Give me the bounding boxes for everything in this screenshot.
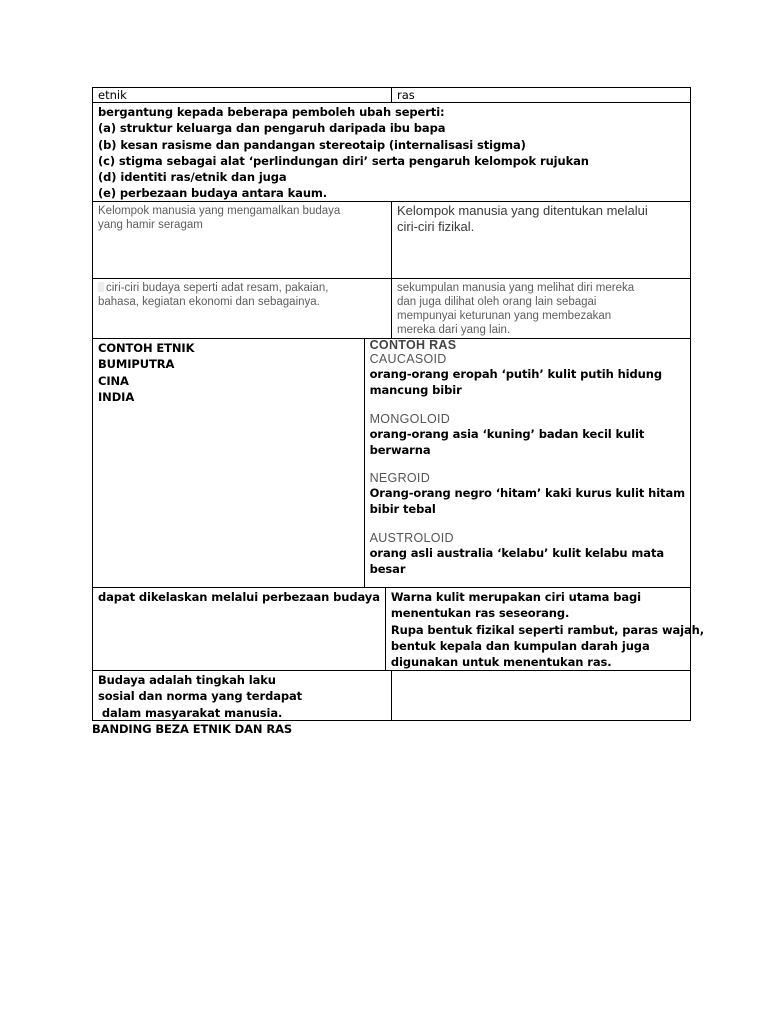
examples-etnik-title: CONTOH ETNIK xyxy=(98,341,195,355)
factors-cell xyxy=(93,103,690,201)
factor-item: (d) identiti ras/etnik dan juga xyxy=(98,170,287,185)
culture-row xyxy=(92,671,691,721)
classification-ras-line: Rupa bentuk fizikal seperti rambut, paras wajah, xyxy=(390,622,704,637)
race-desc: mancung bibir xyxy=(369,383,462,398)
spacer xyxy=(370,458,685,471)
factor-item: (b) kesan rasisme dan pandangan stereotaip (internalisasi stigma) xyxy=(98,137,526,152)
examples-ras xyxy=(365,339,690,587)
culture-etnik-line: Budaya adalah tingkah laku xyxy=(98,673,276,687)
factor-item: (a) struktur keluarga dan pengaruh daripada ibu bapa xyxy=(98,121,446,136)
examples-ras-title: CONTOH RAS xyxy=(369,338,457,352)
race-name: NEGROID xyxy=(369,471,431,486)
factors-intro: bergantung kepada beberapa pemboleh ubah seperti: xyxy=(98,105,445,119)
definition-ras-line: Kelompok manusia yang ditentukan melalui xyxy=(397,203,648,218)
race-desc: Orang-orang negro ‘hitam’ kaki kurus kulit hitam xyxy=(369,486,685,501)
classification-row xyxy=(92,588,704,671)
classification-ras-line: Warna kulit merupakan ciri utama bagi xyxy=(390,590,642,604)
definition-etnik-line: Kelompok manusia yang mengamalkan budaya xyxy=(98,205,341,217)
race-name: AUSTROLOID xyxy=(369,530,454,545)
race-desc: orang asli australia ‘kelabu’ kulit kelabu mata xyxy=(369,545,664,560)
factor-item: (e) perbezaan budaya antara kaum. xyxy=(98,186,328,201)
definition-ras xyxy=(392,202,690,278)
race-desc: berwarna xyxy=(369,442,431,457)
classification-etnik xyxy=(93,588,386,670)
traits-ras-line: sekumpulan manusia yang melihat diri mereka xyxy=(397,282,635,294)
classification-ras-line: digunakan untuk menentukan ras. xyxy=(390,655,612,670)
traits-ras-line: dan juga dilihat oleh orang lain sebagai xyxy=(397,296,597,308)
etnik-example-item: BUMIPUTRA xyxy=(98,357,175,372)
culture-etnik xyxy=(93,671,392,720)
etnik-example-item: CINA xyxy=(98,373,129,388)
culture-ras xyxy=(392,671,690,720)
race-name: MONGOLOID xyxy=(369,411,451,426)
classification-etnik-text: dapat dikelaskan melalui perbezaan budaya xyxy=(98,590,380,604)
factor-item: (c) stigma sebagai alat ‘perlindungan diri’ serta pengaruh kelompok rujukan xyxy=(98,153,589,168)
table-caption: BANDING BEZA ETNIK DAN RAS xyxy=(92,722,293,736)
definition-row xyxy=(92,202,691,279)
comparison-table xyxy=(92,87,704,721)
header-etnik: etnik xyxy=(93,88,392,102)
traits-etnik-line xyxy=(98,281,386,295)
header-ras: ras xyxy=(397,88,415,102)
spacer xyxy=(370,399,685,412)
classification-ras-line: menentukan ras seseorang. xyxy=(390,606,570,621)
race-desc: bibir tebal xyxy=(369,502,436,517)
traits-etnik xyxy=(93,279,392,338)
traits-ras xyxy=(392,279,690,338)
traits-ras-line: mempunyai keturunan yang membezakan xyxy=(397,310,612,322)
definition-etnik xyxy=(93,202,392,278)
race-desc: orang-orang eropah ‘putih’ kulit putih hidung xyxy=(369,367,662,381)
classification-ras-line: bentuk kepala dan kumpulan darah juga xyxy=(390,638,650,653)
traits-etnik-line: bahasa, kegiatan ekonomi dan sebagainya. xyxy=(98,296,320,308)
traits-ras-line: mereka dari yang lain. xyxy=(397,324,511,336)
header-row xyxy=(92,87,691,103)
examples-row xyxy=(92,339,691,588)
traits-etnik-text: ciri-ciri budaya seperti adat resam, pakaian, xyxy=(106,282,329,294)
culture-etnik-line: sosial dan norma yang terdapat xyxy=(98,689,303,704)
culture-etnik-line: dalam masyarakat manusia. xyxy=(98,705,283,720)
factors-row xyxy=(92,103,691,202)
etnik-example-item: INDIA xyxy=(98,389,135,404)
definition-etnik-line: yang hamir seragam xyxy=(98,219,203,231)
bullet-icon xyxy=(98,282,104,292)
spacer xyxy=(370,518,685,531)
examples-etnik xyxy=(93,339,365,587)
traits-row xyxy=(92,279,691,339)
race-name: CAUCASOID xyxy=(369,352,447,366)
race-desc: orang-orang asia ‘kuning’ badan kecil kulit xyxy=(369,426,645,441)
classification-ras xyxy=(386,588,709,670)
definition-ras-line: ciri-ciri fizikal. xyxy=(397,219,475,234)
race-desc: besar xyxy=(369,562,406,577)
